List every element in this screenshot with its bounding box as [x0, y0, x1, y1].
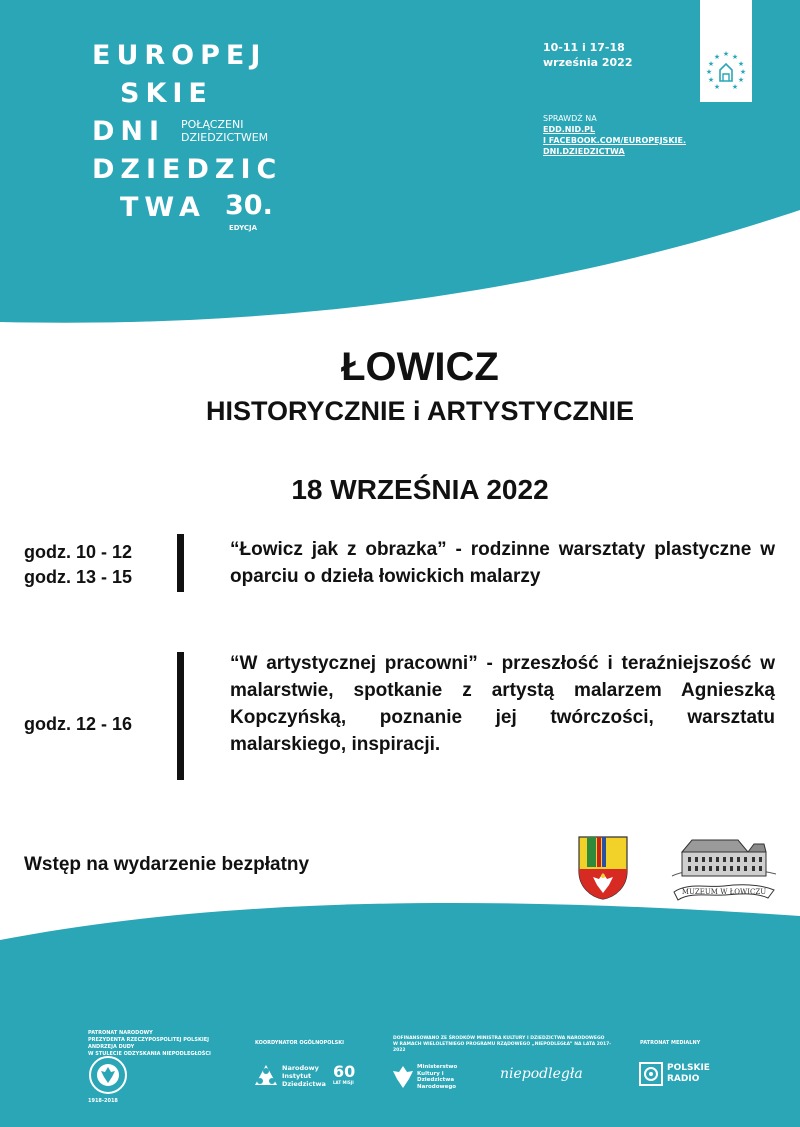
svg-text:★: ★ — [731, 84, 739, 91]
page-title: ŁOWICZ — [341, 345, 499, 389]
event-dates: 10-11 i 17-18 września 2022 — [543, 41, 633, 69]
svg-text:★: ★ — [707, 77, 715, 84]
nid-logo-icon — [253, 1063, 279, 1089]
polskie-radio-icon — [639, 1062, 663, 1086]
patron-text: PATRONAT NARODOWY PREZYDENTA RZECZYPOSPOLITEJ POLSKIEJ ANDRZEJA DUDY W STULECIE ODZYSKANIA NIEPODLEGŁOŚCI — [88, 1030, 211, 1057]
event-description: “Łowicz jak z obrazka” - rodzinne warsztaty plastyczne w oparciu o dzieła łowickich malarzy — [230, 539, 775, 587]
event-description: “W artystycznej pracowni” - przeszłość i teraźniejszość w malarstwie, spotkanie z artystą malarzem Agnieszką Kopczyńską, poznanie jej twórczości, warsztatu malarskiego, inspiracji. — [230, 653, 775, 755]
edd-link[interactable]: EDD.NID.PL — [543, 125, 596, 134]
event-time: godz. 13 - 15 — [24, 567, 133, 587]
divider-bar — [177, 652, 184, 780]
svg-text:★: ★ — [731, 54, 739, 61]
svg-text:★: ★ — [705, 69, 713, 76]
polskie-radio-logo: POLSKIE RADIO — [667, 1063, 710, 1084]
event-date: 18 WRZEŚNIA 2022 — [291, 474, 549, 505]
logo-line: DZIEDZIC — [92, 154, 283, 185]
museum-ribbon-text: MUZEUM W ŁOWICZU — [681, 888, 767, 896]
svg-text:★: ★ — [713, 54, 721, 61]
ministry-name: Ministerstwo Kultury i Dziedzictwa Narodowego — [417, 1064, 458, 1090]
logo-line: SKIE — [120, 78, 213, 109]
event-time: godz. 12 - 16 — [24, 714, 133, 734]
logo-line: TWA — [120, 192, 206, 223]
facebook-link[interactable]: FACEBOOK.COM/EUROPEJSKIE. — [548, 136, 686, 145]
nid-60-sub: LAT MISJI — [333, 1080, 354, 1085]
logo-line: EUROPEJ — [92, 40, 267, 71]
lowicz-coat-of-arms-icon — [577, 835, 629, 901]
svg-text:★: ★ — [713, 84, 721, 91]
svg-text:★: ★ — [737, 77, 745, 84]
museum-lowicz-logo — [668, 832, 780, 906]
european-badge — [700, 0, 752, 102]
svg-text:★: ★ — [707, 61, 715, 68]
nid-name: Narodowy Instytut Dziedzictwa — [282, 1064, 326, 1088]
svg-text:★: ★ — [722, 51, 730, 58]
svg-text:★: ★ — [737, 61, 745, 68]
years-label: 1918-2018 — [88, 1098, 118, 1104]
logo-tagline: POŁĄCZENI DZIEDZICTWEM — [181, 118, 269, 144]
presidential-seal-icon — [88, 1055, 128, 1095]
page-subtitle: HISTORYCZNIE i ARTYSTYCZNIE — [205, 396, 635, 426]
coordinator-label: KOORDYNATOR OGÓLNOPOLSKI — [255, 1040, 344, 1046]
divider-bar — [177, 534, 184, 592]
edition-label: EDYCJA — [229, 224, 258, 232]
media-label: PATRONAT MEDIALNY — [640, 1040, 701, 1046]
niepodlegla-logo: niepodległa — [500, 1066, 583, 1082]
edition-number: 30. — [225, 190, 273, 221]
european-stars-badge-icon — [704, 48, 748, 92]
svg-text:★: ★ — [739, 69, 747, 76]
check-info: SPRAWDŹ NA EDD.NID.PL I FACEBOOK.COM/EUROPEJSKIE. DNI.DZIEDZICTWA — [543, 114, 686, 156]
funding-text: DOFINANSOWANO ZE ŚRODKÓW MINISTRA KULTURY I DZIEDZICTWA NARODOWEGO W RAMACH WIELOLETNIEGO PROGRAMU RZĄDOWEGO „NIEPODLEGŁA” NA LATA 2017-2022 — [393, 1036, 612, 1053]
event-time: godz. 10 - 12 — [24, 542, 133, 562]
logo-line: DNI — [92, 116, 166, 147]
nid-60: 60 — [333, 1062, 356, 1081]
eagle-emblem-icon — [392, 1064, 414, 1090]
admission-note: Wstęp na wydarzenie bezpłatny — [24, 854, 310, 875]
